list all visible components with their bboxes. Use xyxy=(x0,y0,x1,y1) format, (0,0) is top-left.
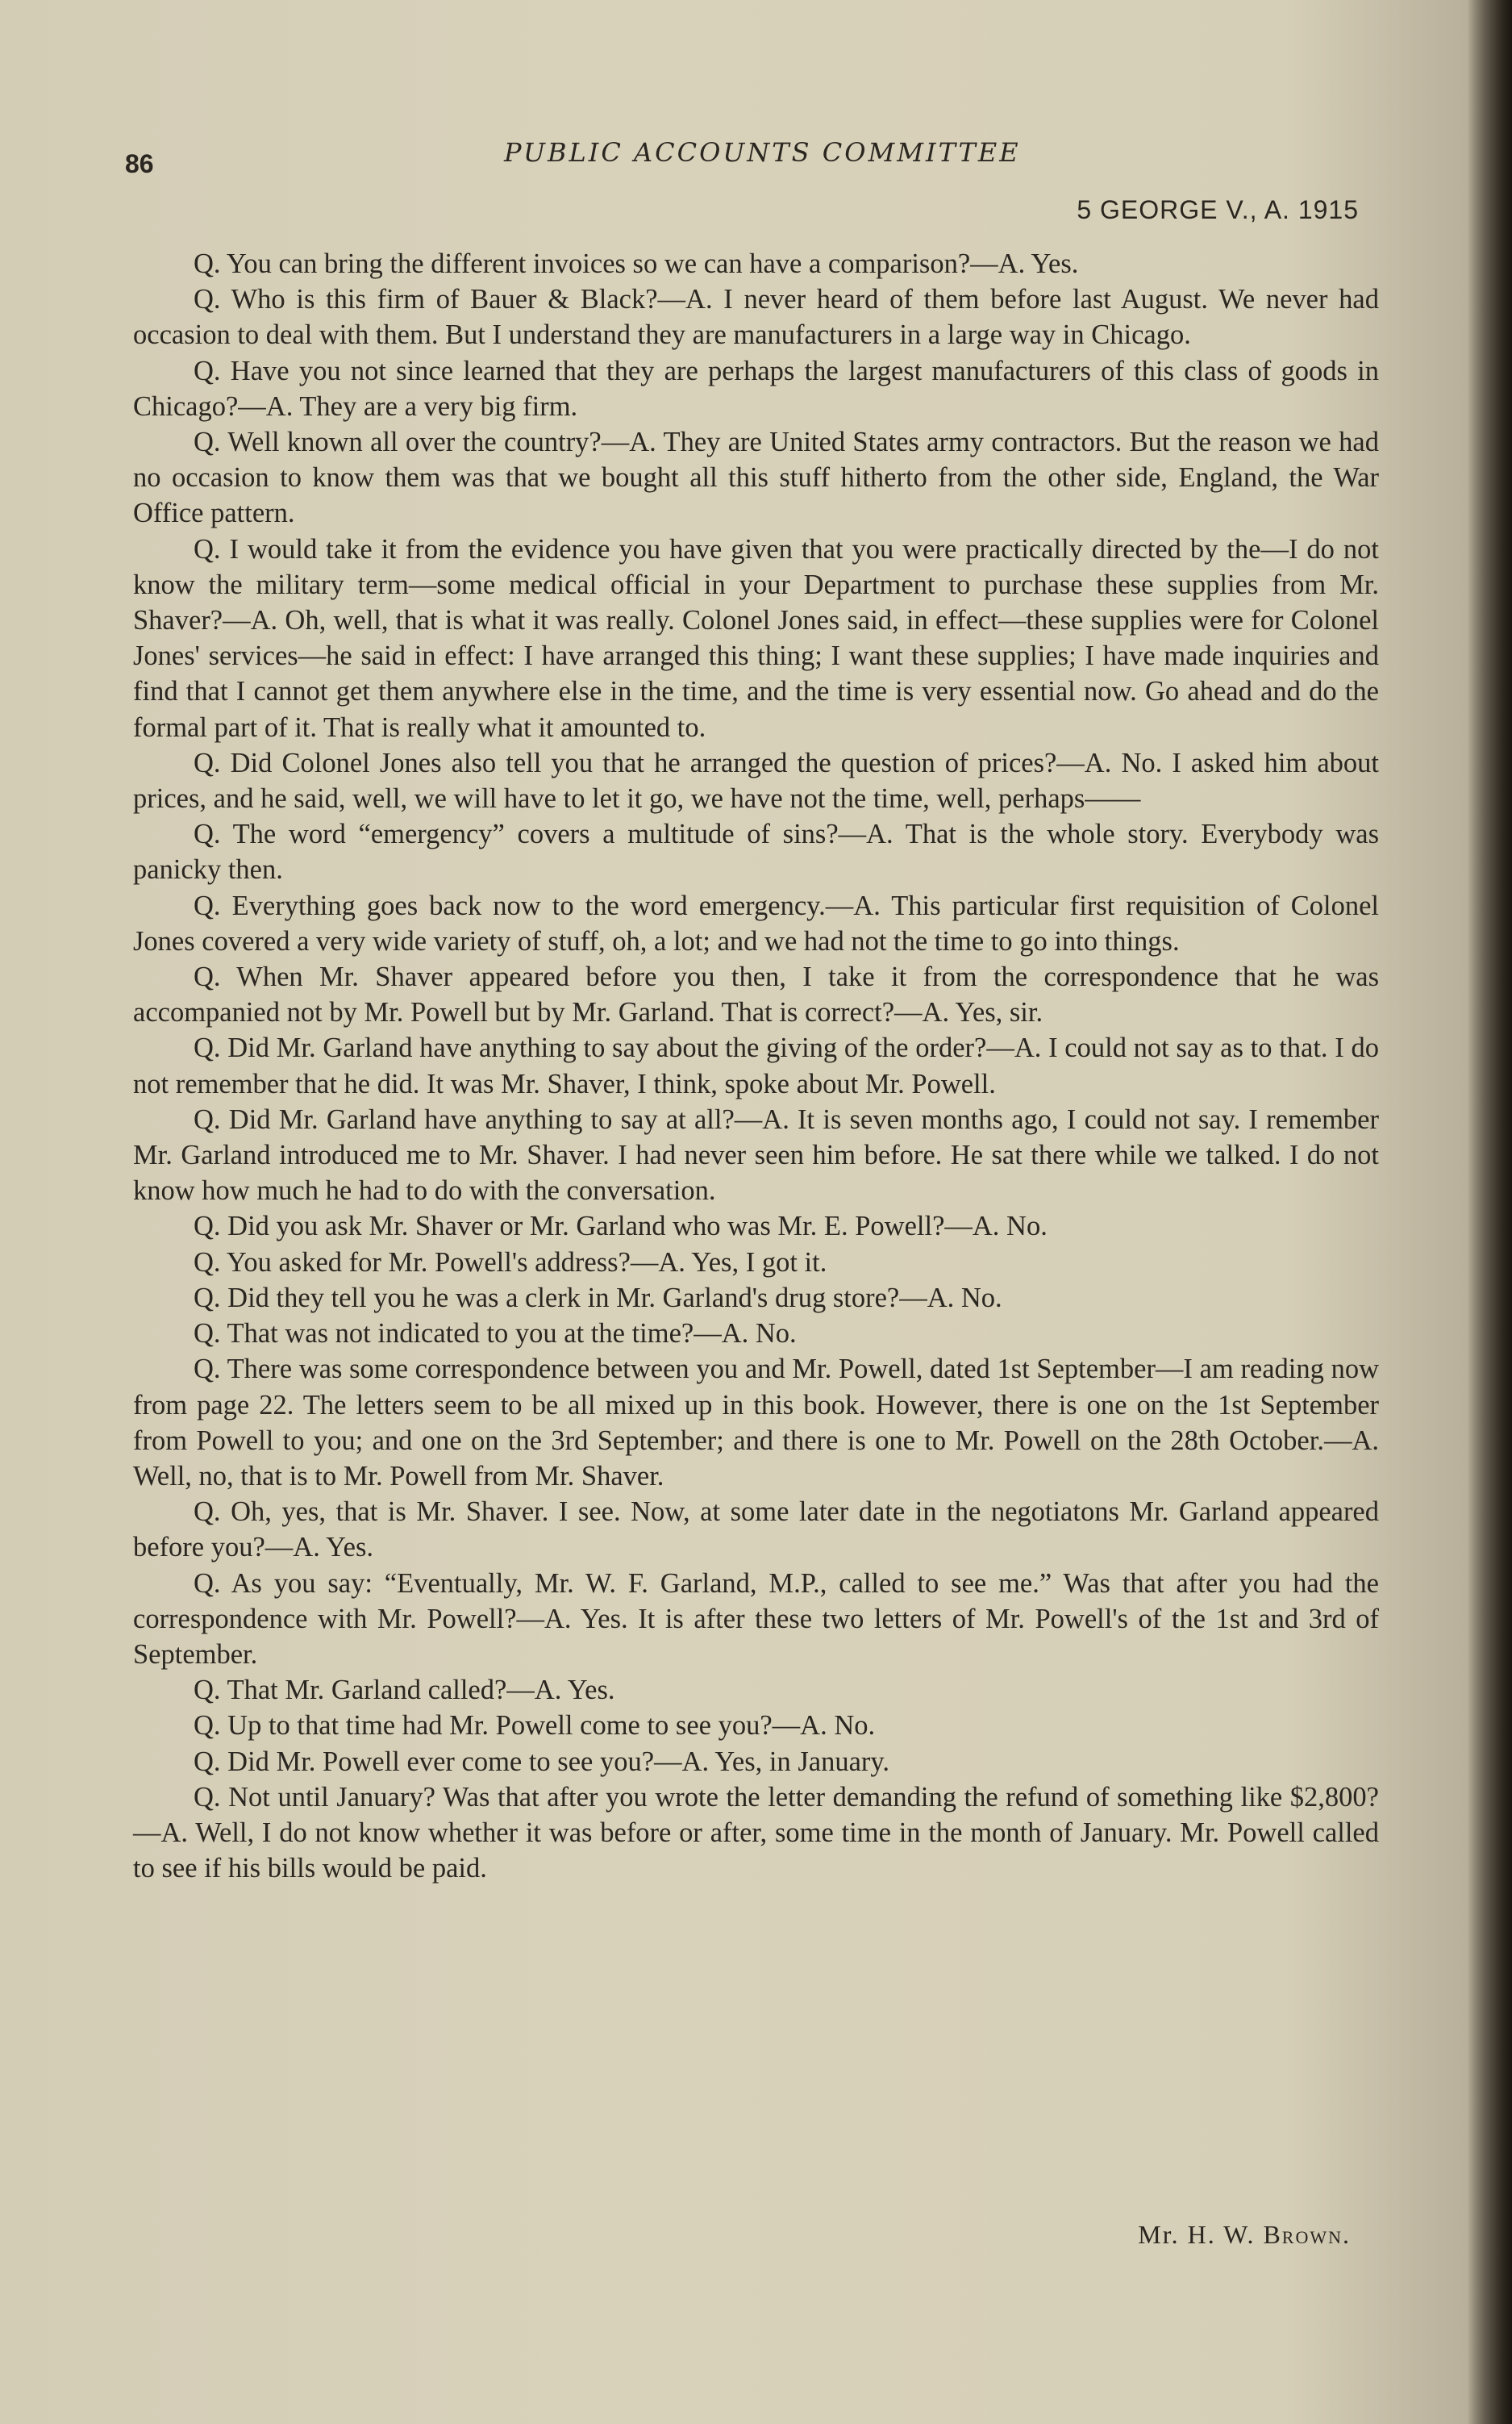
witness-signature xyxy=(1138,2220,1351,2250)
paragraph: Q. When Mr. Shaver appeared before you then, I take it from the correspondence that he was accompanied not by Mr. Powell but by Mr. Garland. That is correct?—A. Yes, sir. xyxy=(133,962,1379,1028)
session-line: 5 GEORGE V., A. 1915 xyxy=(1077,195,1359,224)
testimony-body xyxy=(133,246,1379,1886)
paragraph: Q. Did they tell you he was a clerk in Mr. Garland's drug store?—A. No. xyxy=(194,1282,1002,1313)
paragraph: Q. There was some correspondence between you and Mr. Powell, dated 1st September—I am reading now from page 22. The letters seem to be all mixed up in this book. However, there is one on the 1st September from Powell to you; and one on the 3rd September; and there is one to Mr. Powell on the 28th October.—A. Well, no, that is to Mr. Powell from Mr. Shaver. xyxy=(133,1354,1379,1492)
witness-prefix: Mr. H. W. xyxy=(1138,2220,1264,2249)
running-title: PUBLIC ACCOUNTS COMMITTEE xyxy=(504,137,1021,168)
paragraph: Q. The word “emergency” covers a multitude of sins?—A. That is the whole story. Everybody was panicky then. xyxy=(133,819,1379,886)
paragraph: Q. As you say: “Eventually, Mr. W. F. Garland, M.P., called to see me.” Was that after you had the correspondence with Mr. Powell?—A. Yes. It is after these two letters of Mr. Powell's of the 1st and 3rd of September. xyxy=(133,1567,1379,1670)
paragraph: Q. I would take it from the evidence you have given that you were practically directed by the—I do not know the military term—some medical official in your Department to purchase these supplies from Mr. Shaver?—A. Oh, well, that is what it was really. Colonel Jones said, in effect—these supplies were for Colonel Jones' services—he said in effect: I have arranged this thing; I want these supplies; I have made inquiries and find that I cannot get them anywhere else in the time, and the time is very essential now. Go ahead and do the formal part of it. That is really what it amounted to. xyxy=(133,533,1379,743)
paragraph: Q. Have you not since learned that they are perhaps the largest manufacturers of this class of goods in Chicago?—A. They are a very big firm. xyxy=(133,355,1379,422)
paragraph: Q. You asked for Mr. Powell's address?—A. Yes, I got it. xyxy=(194,1246,827,1278)
binding-shadow xyxy=(1468,0,1512,2424)
page-number: 86 xyxy=(125,149,154,178)
paragraph: Q. Oh, yes, that is Mr. Shaver. I see. Now, at some later date in the negotiatons Mr. Garland appeared before you?—A. Yes. xyxy=(133,1496,1379,1563)
paragraph: Q. You can bring the different invoices so we can have a comparison?—A. Yes. xyxy=(194,248,1079,279)
paragraph: Q. Not until January? Was that after you wrote the letter demanding the refund of something like $2,800?—A. Well, I do not know whether it was before or after, some time in the month of January. Mr. Powell called to see if his bills would be paid. xyxy=(133,1781,1379,1884)
paragraph: Q. Did you ask Mr. Shaver or Mr. Garland who was Mr. E. Powell?—A. No. xyxy=(194,1211,1048,1242)
paragraph: Q. Who is this firm of Bauer & Black?—A. I never heard of them before last August. We never had occasion to deal with them. But I understand they are manufacturers in a large way in Chicago. xyxy=(133,284,1379,351)
paragraph: Q. That was not indicated to you at the time?—A. No. xyxy=(194,1318,797,1350)
paragraph: Q. Did Mr. Garland have anything to say at all?—A. It is seven months ago, I could not say. I remember Mr. Garland introduced me to Mr. Shaver. I had never seen him before. He sat there while we talked. I do not know how much he had to do with the conversation. xyxy=(133,1104,1379,1207)
witness-surname: Brown. xyxy=(1263,2220,1351,2249)
paragraph: Q. Did Colonel Jones also tell you that he arranged the question of prices?—A. No. I asked him about prices, and he said, well, we will have to let it go, we have not the time, well, perhaps—— xyxy=(133,747,1379,815)
paragraph: Q. Everything goes back now to the word emergency.—A. This particular first requisition of Colonel Jones covered a very wide variety of stuff, oh, a lot; and we had not the time to go into things. xyxy=(133,890,1379,957)
paragraph: Q. That Mr. Garland called?—A. Yes. xyxy=(194,1675,615,1706)
paragraph: Q. Up to that time had Mr. Powell come to see you?—A. No. xyxy=(194,1710,876,1742)
paragraph: Q. Did Mr. Powell ever come to see you?—A. Yes, in January. xyxy=(194,1746,890,1777)
paragraph: Q. Well known all over the country?—A. They are United States army contractors. But the reason we had no occasion to know them was that we bought all this stuff hitherto from the other side, England, the War Office pattern. xyxy=(133,427,1379,529)
paragraph: Q. Did Mr. Garland have anything to say about the giving of the order?—A. I could not say as to that. I do not remember that he did. It was Mr. Shaver, I think, spoke about Mr. Powell. xyxy=(133,1033,1379,1099)
page-header xyxy=(125,133,1375,181)
